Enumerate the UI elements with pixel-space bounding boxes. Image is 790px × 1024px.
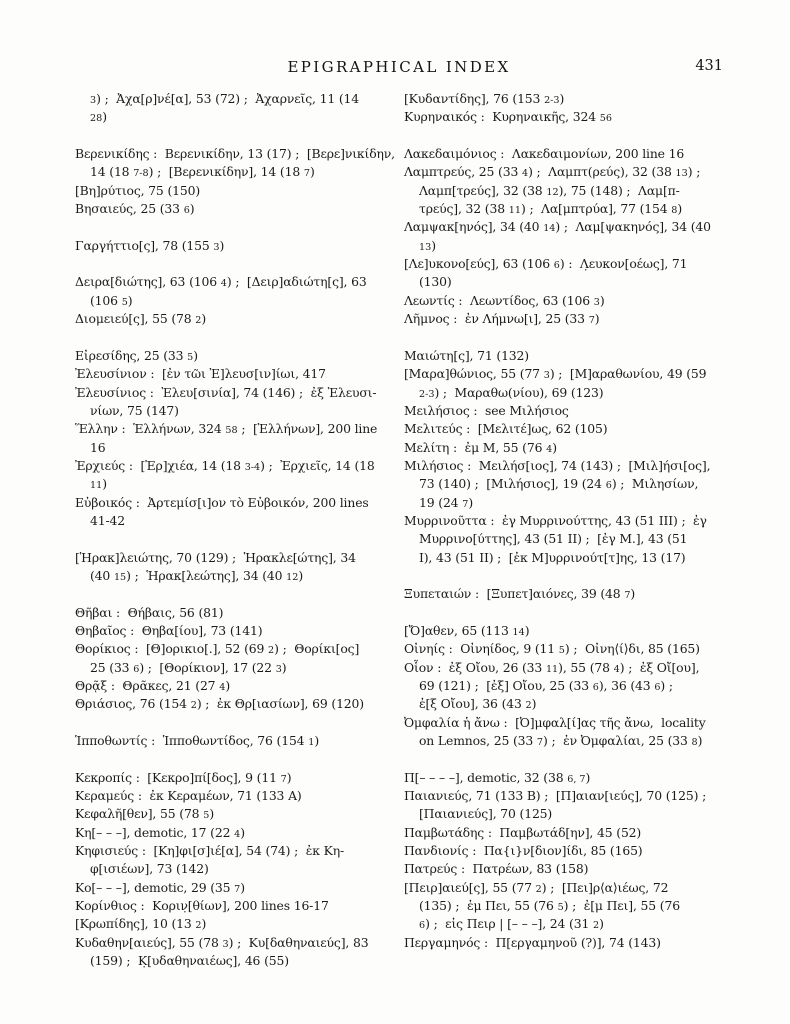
line-number-small: 8 — [671, 205, 678, 217]
index-line: Ὀμφαλία ἡ ἄνω : [Ὀ]μφαλ[ί]ας τῆς ἄνω, locality — [404, 714, 706, 730]
right-column — [404, 90, 730, 952]
index-line: Εἰρεσίδης, 25 (33 5) — [75, 347, 198, 363]
index-line: [Βη]ρύτιος, 75 (150) — [75, 182, 201, 198]
line-number-small: 4 — [219, 682, 226, 693]
line-number-small: 12 — [286, 571, 299, 583]
line-number-small: 6, 7 — [567, 773, 586, 785]
index-line: (130) — [419, 274, 452, 290]
line-number-small: 6 — [183, 205, 190, 217]
index-line: Κυδαθην[αιεύς], 55 (78 3) ; Κυ[δαθηναιεύς], 83 — [75, 934, 369, 950]
line-number-small: 14 — [512, 626, 525, 638]
index-line: [Ἡρακ]λειώτης, 70 (129) ; Ἡρακλε[ώτης], 34 — [75, 549, 356, 565]
index-line: Οἰνηίς : Οἰνηίδος, 9 (11 5) ; Οἰνη⟨ί⟩δι, 85 (165) — [404, 641, 700, 657]
line-number-small: 13 — [675, 168, 688, 180]
index-line: Δειρα[διώτης], 63 (106 4) ; [Δειρ]αδιώτη[ς], 63 — [75, 274, 367, 290]
line-number-small: 56 — [599, 113, 612, 125]
line-number-small: 2 — [535, 883, 542, 895]
line-number-small: 7 — [462, 498, 469, 510]
line-number-small: 8 — [691, 737, 698, 749]
index-line: Ἕλλην : Ἑλλήνων, 324 58 ; [Ἑλλήνων], 200 line — [75, 421, 378, 437]
line-number-small: 7 — [624, 590, 631, 602]
index-line: Ἱπποθωντίς : Ἱπποθωντίδος, 76 (154 1) — [75, 733, 319, 749]
line-number-small: 4 — [546, 443, 553, 455]
index-line: Π[– – – –], demotic, 32 (38 6, 7) — [404, 769, 591, 785]
line-number-small: 11 — [545, 663, 559, 675]
index-line: Παμβωτάδης : Παμβωτάδ[ην], 45 (52) — [404, 824, 642, 840]
line-number-small: 6 — [592, 682, 599, 693]
page-number: 431 — [695, 58, 723, 74]
index-line: Ἐλευσίνιος : Ἐλευ[σινία], 74 (146) ; ἐξ Ἐλευσι- — [75, 384, 377, 400]
index-line: (40 15) ; Ἡρακ[λεώτης], 34 (40 12) — [90, 567, 304, 583]
index-line: 13) — [419, 237, 436, 253]
line-number-small: 2 — [190, 700, 197, 712]
index-line: 28) — [90, 109, 107, 125]
index-line: Βερενικίδης : Βερενικίδην, 13 (17) ; [Βερε]νικίδην, — [75, 146, 395, 162]
index-line: Θῆβαι : Θήβαις, 56 (81) — [75, 604, 224, 620]
index-line: 14 (18 7-8) ; [Βερενικίδην], 14 (18 7) — [90, 164, 315, 180]
index-line: Παιανιεύς, 71 (133 B) ; [Π]αιαν[ιεύς], 70 (125) ; — [404, 788, 707, 804]
index-line: [Ὄ]αθεν, 65 (113 14) — [404, 622, 530, 638]
index-line: Κεκροπίς : [Κεκρο]πί[δος], 9 (11 7) — [75, 769, 292, 785]
index-line: Μαιώτη[ς], 71 (132) — [404, 347, 529, 363]
line-number-small: 5 — [203, 810, 210, 822]
line-number-small: 5 — [558, 645, 565, 657]
index-line: Γαργήττιο[ς], 78 (155 3) — [75, 237, 225, 253]
index-line: (106 5) — [90, 292, 133, 308]
line-number-small: 3 — [213, 241, 220, 253]
index-line: Κη[– – –], demotic, 17 (22 4) — [75, 824, 245, 840]
line-number-small: 58 — [225, 425, 238, 437]
index-line: 2-3) ; Μαραθω(νίου), 69 (123) — [419, 384, 604, 400]
line-number-small: 6 — [605, 480, 612, 492]
line-number-small: 7 — [588, 315, 595, 327]
page-header — [75, 58, 723, 80]
index-line: Λακεδαιμόνιος : Λακεδαιμονίων, 200 line 16 — [404, 146, 685, 162]
index-line: [Λε]υκονο[εύς], 63 (106 6) : Λ̣ευκον[οέως], 71 — [404, 256, 688, 272]
line-number-small: 2-3 — [419, 388, 435, 400]
index-line: νίων, 75 (147) — [90, 402, 179, 418]
line-number-small: 1 — [308, 737, 315, 749]
line-number-small: 4 — [613, 663, 620, 675]
index-line: Οἷον : ἐξ Οἴου, 26 (33 11), 55 (78 4) ; ἐξ Οἴ[ου], — [404, 659, 700, 675]
index-line: Κεφαλῆ[θεν], 55 (78 5) — [75, 806, 214, 822]
line-number-small: 2 — [268, 645, 275, 657]
index-line: 6) ; εἰς Πειρ | [– – –], 24 (31 2) — [419, 916, 604, 932]
index-line: Ἐλευσίνιον : [ἐν τῶι Ἐ]λευσ[ιν]ίωι, 417 — [75, 366, 326, 382]
index-line: [Παιανιεύς], 70 (125) — [419, 806, 553, 822]
line-number-small: 7 — [234, 883, 241, 895]
index-line: Περγαμηνός : Π[εργαμηνοῦ (?)], 74 (143) — [404, 934, 661, 950]
index-line: [Κρωπίδης], 10 (13 2) — [75, 916, 207, 932]
line-number-small: 3 — [543, 370, 550, 382]
line-number-small: 3 — [90, 95, 97, 106]
index-line: Βησαιεύς, 25 (33 6) — [75, 201, 195, 217]
line-number-small: 3 — [275, 663, 282, 675]
index-line: Πανδιονίς : Πα{ι}ν[διον]ίδι, 85 (165) — [404, 843, 643, 859]
index-line: τρεύς], 32 (38 11) ; Λα[μπτρύα], 77 (154 8) — [419, 201, 683, 217]
index-line: ἐ[ξ Οἴου], 36 (43 2) — [419, 696, 537, 712]
index-line: Λαμψακ[ηνός], 34 (40 14) ; Λαμ[ψακηνός], 34 (40 — [404, 219, 711, 235]
index-line: 16 — [90, 439, 106, 455]
index-line: Θριάσιος, 76 (154 2) ; ἐκ Θρ[ιασίων], 69 (120) — [75, 696, 364, 712]
line-number-small: 7-8 — [133, 168, 149, 180]
index-line: Κηφισιεύς : [Κη]φι[σ]ιέ[α], 54 (74) ; ἐκ Κη- — [75, 843, 345, 859]
line-number-small: 2 — [195, 315, 202, 327]
line-number-small: 7 — [536, 737, 544, 749]
line-number-small: 7 — [280, 773, 287, 785]
line-number-small: 13 — [419, 241, 432, 253]
line-number-small: 12 — [546, 186, 559, 198]
index-line: Μυρρινοῦττα : ἐγ Μυρρινούττης, 43 (51 III) ; ἐγ — [404, 512, 707, 528]
line-number-small: 6 — [654, 682, 661, 693]
line-number-small: 3 — [222, 938, 229, 950]
index-line: Λαμπ[τρεύς], 32 (38 12), 75 (148) ; Λαμ[π- — [419, 182, 680, 198]
index-line: [Μαρα]θώνιος, 55 (77 3) ; [Μ]αραθωνίου, 49 (59 — [404, 366, 707, 382]
index-line: Εὐβοικός : Ἀρτεμίσ[ι]ον τὸ Εὐβοικόν, 200 lines — [75, 494, 369, 510]
index-line: Ξυπεταιών : [Ξυπετ]αιόνες, 39 (48 7) — [404, 586, 636, 602]
line-number-small: 14 — [543, 223, 556, 235]
line-number-small: 4 — [220, 278, 227, 290]
index-line: 11) — [90, 476, 107, 492]
line-number-small: 11 — [90, 480, 103, 492]
line-number-small: 6 — [133, 663, 140, 675]
index-line: φ[ισιέων], 73 (142) — [90, 861, 209, 877]
index-line: Μειλήσιος : see Μιλήσιος — [404, 402, 569, 418]
line-number-small: 15 — [113, 571, 127, 583]
line-number-small: 11 — [508, 205, 521, 217]
index-line: 19 (24 7) — [419, 494, 473, 510]
index-line: Μελιτεύς : [Μελιτέ]ως, 62 (105) — [404, 421, 608, 437]
line-number-small: 2 — [195, 920, 202, 932]
line-number-small: 28 — [90, 113, 103, 125]
index-line: Θηβαῖος : Θηβα[ίου], 73 (141) — [75, 622, 263, 638]
index-line: 41-42 — [90, 512, 125, 528]
index-line: Θορίκιος : [Θ]ορικιο[.], 52 (69 2) ; Θορίκι[ος] — [75, 641, 360, 657]
index-line: Κο[– – –], demotic, 29 (35 7) — [75, 879, 245, 895]
index-line: Κεραμεύς : ἐκ Κεραμέων, 71 (133 A) — [75, 788, 302, 804]
line-number-small: 4 — [234, 828, 241, 840]
index-line: [Πειρ]αιεύ[ς], 55 (77 2) ; [Πει]ρ⟨α⟩ιέως, 72 — [404, 879, 669, 895]
index-line: [Κυδαντίδης], 76 (153 2-3) — [404, 91, 565, 106]
page-title: EPIGRAPHICAL INDEX — [287, 58, 511, 76]
index-line: Λεωντίς : Λεωντίδος, 63 (106 3) — [404, 292, 605, 308]
index-line: Λῆμνος : ἐν Λήμνω[ι], 25 (33 7) — [404, 311, 600, 327]
line-number-small: 5 — [121, 296, 128, 308]
index-line: on Lemnos, 25 (33 7) ; ἐν Ὀμφαλίαι, 25 (33 8) — [419, 733, 703, 749]
line-number-small: 2 — [592, 920, 600, 932]
index-line: Λαμπτρεύς, 25 (33 4) ; Λαμπτ(ρεύς), 32 (38 13) ; — [404, 164, 701, 180]
line-number-small: 7 — [303, 168, 310, 180]
index-line: 69 (121) ; [ἐξ] Οἴου, 25 (33 6), 36 (43 6) ; — [419, 678, 673, 693]
index-line: 25 (33 6) ; [Θορίκιον], 17 (22 3) — [90, 659, 287, 675]
index-line: Ἐρχιεύς : [Ἐρ]χιέα, 14 (18 3-4) ; Ἐρχιεῖς, 14 (18 — [75, 457, 375, 473]
line-number-small: 5 — [557, 902, 564, 914]
line-number-small: 4 — [521, 168, 529, 180]
index-line: Μυρρινο[ύττης], 43 (51 II) ; [ἐγ Μ.], 43 (51 — [419, 531, 688, 547]
line-number-small: 3-4 — [244, 461, 261, 473]
line-number-small: 6 — [419, 920, 426, 932]
index-line: Μελίτη : ἐμ Μ, 55 (76 4) — [404, 439, 557, 455]
index-line: (135) ; ἐμ Πει, 55 (76 5) ; ἐ[μ Πει], 55 (76 — [419, 898, 680, 914]
index-line: I), 43 (51 II) ; [ἐκ Μ]υρρινούτ[τ]ης, 13 (17) — [419, 549, 686, 565]
index-line: Πατρεύς : Πατρέων, 83 (158) — [404, 861, 589, 877]
index-line: Κυρηναικός : Κυρηναικῆς, 324 56 — [404, 109, 612, 125]
left-column — [75, 90, 401, 971]
line-number-small: 2 — [525, 700, 532, 712]
line-number-small: 2-3 — [544, 95, 560, 106]
index-line: Διομειεύ[ς], 55 (78 2) — [75, 311, 207, 327]
index-line: Μιλήσιος : Μειλήσ[ιος], 74 (143) ; [Μιλ]ήσι[ος], — [404, 457, 711, 473]
index-line: Θρᾷξ : Θρᾶκες, 21 (27 4) — [75, 678, 231, 693]
line-number-small: 3 — [593, 296, 600, 308]
index-line: Κορίνθιος : Κοριν̣[θίων], 200 lines 16-17 — [75, 898, 329, 914]
index-line: (159) ; Κ̣[υδαθηναιέως], 46 (55) — [90, 953, 289, 969]
line-number-small: 6 — [553, 260, 560, 272]
index-line: 73 (140) ; [Μιλήσιος], 19 (24 6) ; Μιλησίων, — [419, 476, 699, 492]
index-line: 3) ; Ἀχα[ρ]νέ[α], 53 (72) ; Ἀχαρνεῖς, 11 (14 — [90, 91, 359, 106]
line-number-small: 5 — [187, 351, 194, 363]
